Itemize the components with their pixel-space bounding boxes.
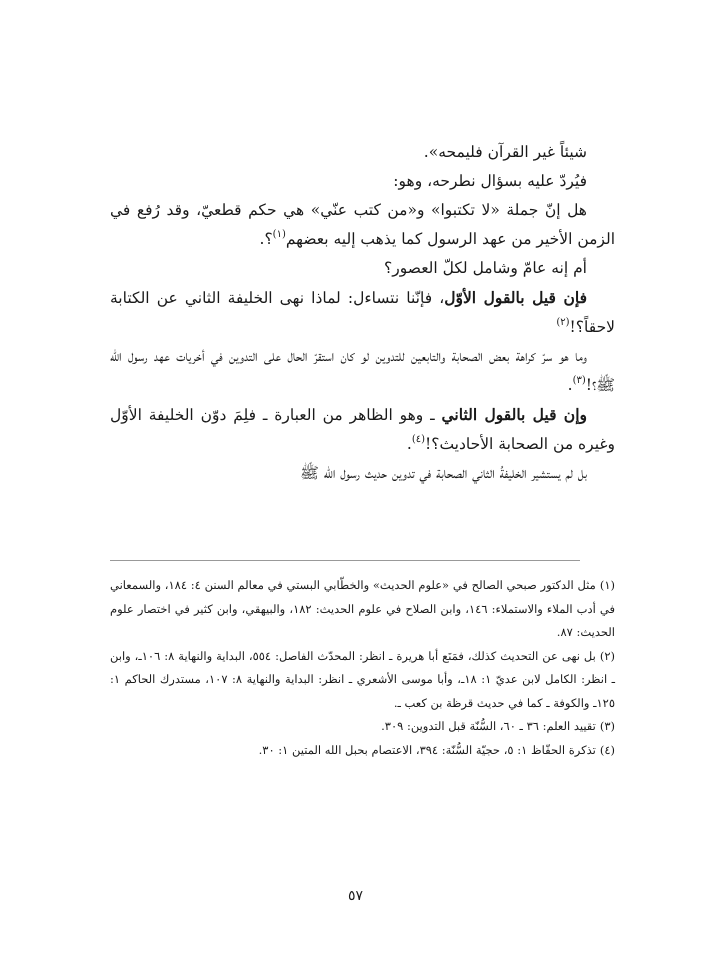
paragraph xyxy=(110,459,615,488)
page-number: ٥٧ xyxy=(347,888,364,904)
paragraph xyxy=(110,254,615,283)
paragraph-text: شيئاً غير القرآن فليمحه». xyxy=(423,143,587,161)
footnote-divider xyxy=(110,560,580,561)
paragraph xyxy=(110,400,615,459)
footnote-marker: (١) xyxy=(272,229,286,240)
footnote-marker: (٣) xyxy=(572,375,586,386)
footnote-text: تقييد العلم: ٣٦ ـ ٦٠، السُّنّة قبل التدوين: ٣٠٩. xyxy=(381,719,596,733)
paragraph-text: ؟. xyxy=(259,230,273,248)
footnote xyxy=(110,645,615,716)
paragraph-text: ، فإنّنا نتساءل: لماذا نهى الخليفة الثاني عن الكتابة لاحقاً؟! xyxy=(110,289,615,336)
paragraph-text: بل لم يستشير الخليفةُ الثاني الصحابة في تدوين حديث رسول الله ﷺ xyxy=(300,464,587,482)
footnote xyxy=(110,715,615,739)
footnote-text: مثل الدكتور صبحي الصالح في «علوم الحديث» والخطّابي البستي في معالم السنن ٤: ١٨٤، والسمعاني في أدب الملاء والاستملاء: ١٤٦، وابن الصلاح في علوم الحديث: ١٨٢، والبيهقي، وابن كثير في اختصار علوم الحديث: ٨٧. xyxy=(110,578,615,639)
footnote-marker: (٤) xyxy=(411,434,425,445)
footnote-text: بل نهى عن التحديث كذلك، فمَنَع أبا هريرة ـ انظر: المحدّث الفاصل: ٥٥٤، البداية والنهاية ٨: ١٠٦ـ، وابن ـ انظر: الكامل لابن عديّ ١: ١٨ـ، وأبا موسى الأشعري ـ انظر: البداية والنهاية ٨: ١٠٧، مستدرك الحاكم ١: ١٢٥ـ والكوفة ـ كما في حديث قرظة بن كعب ـ. xyxy=(110,648,616,710)
footnote-number: (٣) xyxy=(599,719,615,733)
bold-phrase: وإن قيل بالقول الثاني xyxy=(441,405,587,424)
footnote-number: (١) xyxy=(599,578,616,592)
paragraph xyxy=(110,196,615,254)
footnotes xyxy=(110,574,615,762)
main-text xyxy=(110,138,615,488)
footnote-number: (٢) xyxy=(599,648,616,663)
paragraph-text: ـ وهو الظاهر من العبارة ـ فلِمَ دوّن الخليفة الأوّل وغيره من الصحابة الأحاديث؟! xyxy=(110,406,615,453)
paragraph xyxy=(110,342,615,400)
paragraph xyxy=(110,167,615,196)
footnote-marker: (٢) xyxy=(556,317,570,328)
footnote-number: (٤) xyxy=(599,742,615,757)
paragraph-text: . xyxy=(406,435,412,453)
paragraph-text: هل إنّ جملة «لا تكتبوا» و«من كتب عنّي» هي حكم قطعيّ، وقد رُفع في الزمن الأخير من عهد الرسول كما يذهب إليه بعضهم xyxy=(110,201,615,248)
paragraph xyxy=(110,283,615,342)
paragraph-text: فيُردّ عليه بسؤال نطرحه، وهو: xyxy=(393,172,587,190)
bold-phrase: فإن قيل بالقول الأوّل xyxy=(444,288,588,307)
paragraph-text: . xyxy=(567,376,573,394)
footnote xyxy=(110,574,615,645)
paragraph xyxy=(110,138,615,167)
footnote-text: تذكرة الحفّاظ ١: ٥، حجيّة السُّنّة: ٣٩٤، الاعتصام بحبل الله المتين ١: ٣٠. xyxy=(258,742,596,757)
paragraph-text: وما هو سرّ كراهة بعض الصحابة والتابعين للتدوين لو كان استقرّ الحال على التدوين في أخريات عهد رسول الله ﷺ؟! xyxy=(110,347,615,394)
paragraph-text: أم إنه عامّ وشامل لكلّ العصور؟ xyxy=(384,259,587,277)
footnote xyxy=(110,739,615,763)
